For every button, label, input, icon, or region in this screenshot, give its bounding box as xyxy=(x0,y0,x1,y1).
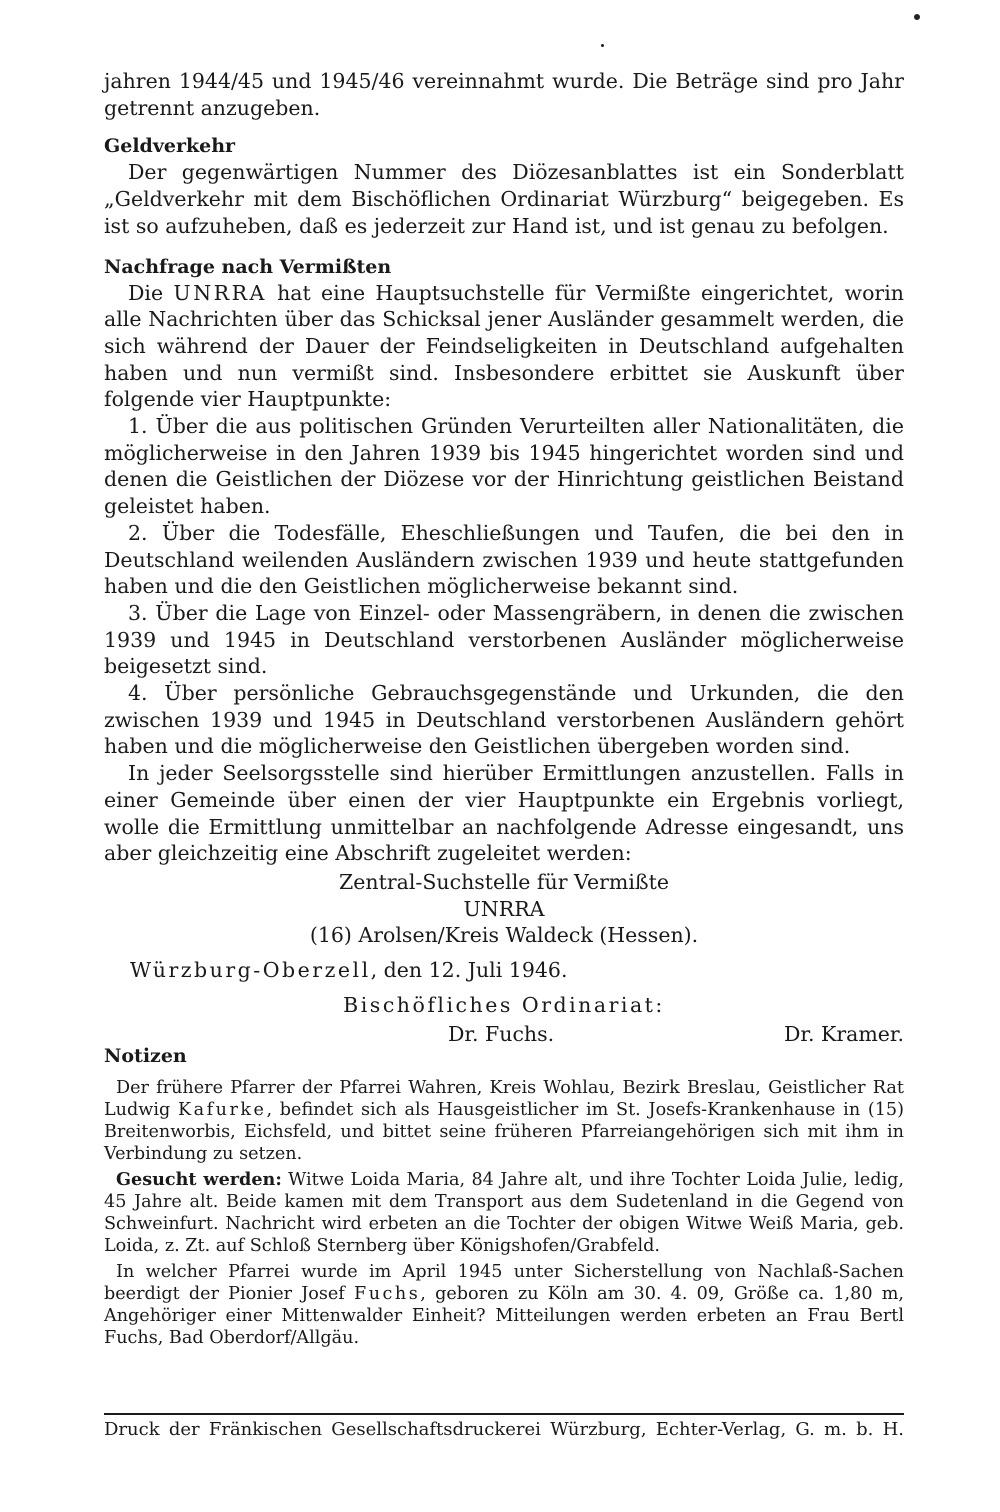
note1-post: , befindet sich als Hausgeistlicher im St. Josefs-Krankenhause in (15) Breitenworbis, Eichsfeld, und bittet seine früheren Pfarreiangehörigen sich mit ihm in Verbindung zu setzen. xyxy=(104,1100,904,1165)
paragraph-geldverkehr: Der gegenwärtigen Nummer des Diözesanblattes ist ein Sonderblatt „Geldverkehr mit dem Bischöflichen Ordinariat Würzburg“ beigegeben. Es ist so aufzuheben, daß es jederzeit zur Hand ist, und ist genau zu befolgen. xyxy=(104,160,904,238)
place: Würzburg-Oberzell xyxy=(130,958,371,983)
section-geldverkehr xyxy=(104,133,904,239)
point-item: 1. Über die aus politischen Gründen Verurteilten aller Nationalitäten, die möglicherweise in den Jahren 1939 bis 1945 hingerichtet worden sind und denen die Geistlichen der Diözese vor der Hinrichtung geistlichen Beistand geleistet haben. xyxy=(104,414,904,519)
date: , den 12. Juli 1946. xyxy=(370,958,568,983)
paragraph-closing: In jeder Seelsorgsstelle sind hierüber Ermittlungen anzustellen. Falls in einer Gemeinde über einen der vier Hauptpunkte ein Ergebnis vorliegt, wolle die Ermittlung unmittelbar an nachfolgende Adresse eingesandt, uns aber gleichzeitig eine Abschrift zugeleitet werden: xyxy=(104,761,904,866)
note1-name: Kafurke xyxy=(177,1100,267,1121)
note-item xyxy=(104,1169,904,1257)
point-item: 2. Über die Todesfälle, Eheschließungen und Taufen, die bei den in Deutschland weilenden Ausländern zwischen 1939 und heute stattgefunden haben und die den Geistlichen möglicherweise bekannt sind. xyxy=(104,520,904,599)
address-line: Zentral-Suchstelle für Vermißte xyxy=(339,869,669,894)
note2-text: Witwe Loida Maria, 84 Jahre alt, und ihre Tochter Loida Julie, ledig, 45 Jahre alt. Beide kamen mit dem Transport aus dem Sudetenland in die Gegend von Schweinfurt. Nachricht wird erbeten an die Tochter der obigen Witwe Weiß Maria, geb. Loida, z. Zt. auf Schloß Sternberg über Königshofen/Grabfeld. xyxy=(104,1170,905,1257)
note3-name: Fuchs xyxy=(354,1284,421,1305)
point-item: 3. Über die Lage von Einzel- oder Massengräbern, in denen die zwischen 1939 und 1945 in Deutschland verstorbenen Ausländer möglicherweise beigesetzt sind. xyxy=(104,600,904,679)
intro-post: hat eine Hauptsuchstelle für Vermißte eingerichtet, worin alle Nachrichten über das Schicksal jener Ausländer gesammelt werden, die sich während der Dauer der Feindseligkeiten in Deutschland aufgehalten haben und nun vermißt sind. Insbesondere erbittet sie Auskunft über folgende vier Hauptpunkte: xyxy=(104,280,904,412)
address-block xyxy=(104,869,904,949)
note-item xyxy=(104,1261,904,1349)
note2-label: Gesucht werden: xyxy=(116,1169,282,1191)
document-page xyxy=(104,68,904,1349)
signature: Dr. Kramer. xyxy=(784,1021,904,1046)
heading-notizen: Notizen xyxy=(104,1045,187,1068)
intro-pre: Die xyxy=(128,280,174,305)
heading-nachfrage: Nachfrage nach Vermißten xyxy=(104,255,392,278)
dateline xyxy=(104,957,904,984)
address-line: (16) Arolsen/Kreis Waldeck (Hessen). xyxy=(309,923,699,948)
note3-post: , geboren zu Köln am 30. 4. 09, Größe ca. 1,80 m, Angehöriger einer Mittenwalder Einheit? Mitteilungen werden erbeten an Frau Bertl Fuchs, Bad Oberdorf/Allgäu. xyxy=(104,1284,905,1349)
intro-paragraph: jahren 1944/45 und 1945/46 vereinnahmt wurde. Die Beträge sind pro Jahr getrennt anzugeben. xyxy=(104,69,904,120)
note1-pre: Der frühere Pfarrer der Pfarrei Wahren, Kreis Wohlau, Bezirk Breslau, Geistlicher Rat Ludwig xyxy=(104,1078,904,1121)
heading-geldverkehr: Geldverkehr xyxy=(104,135,236,158)
imprint: Druck der Fränkischen Gesellschaftsdruckerei Würzburg, Echter-Verlag, G. m. b. H. xyxy=(104,1419,904,1440)
notes-block xyxy=(104,1077,904,1349)
unrra-spaced: UNRRA xyxy=(173,280,267,305)
scan-speck xyxy=(601,44,604,47)
authority: Bischöfliches Ordinariat: xyxy=(343,992,665,1017)
scan-speck xyxy=(914,14,920,20)
section-nachfrage xyxy=(104,254,904,1048)
section-notizen xyxy=(104,1043,904,1349)
point-item: 4. Über persönliche Gebrauchsgegenstände und Urkunden, die den zwischen 1939 und 1945 in Deutschland verstorbenen Ausländern gehört haben und die möglicherweise den Geistlichen übergeben worden sind. xyxy=(104,681,904,759)
note3-pre: In welcher Pfarrei wurde im April 1945 unter Sicherstellung von Nachlaß-Sachen beerdigt der Pionier Josef xyxy=(104,1262,904,1305)
note-item xyxy=(104,1077,904,1165)
paragraph-nachfrage-intro xyxy=(104,280,904,414)
address-line: UNRRA xyxy=(463,896,545,921)
footer-rule xyxy=(104,1413,904,1415)
signature: Dr. Fuchs. xyxy=(448,1021,555,1046)
